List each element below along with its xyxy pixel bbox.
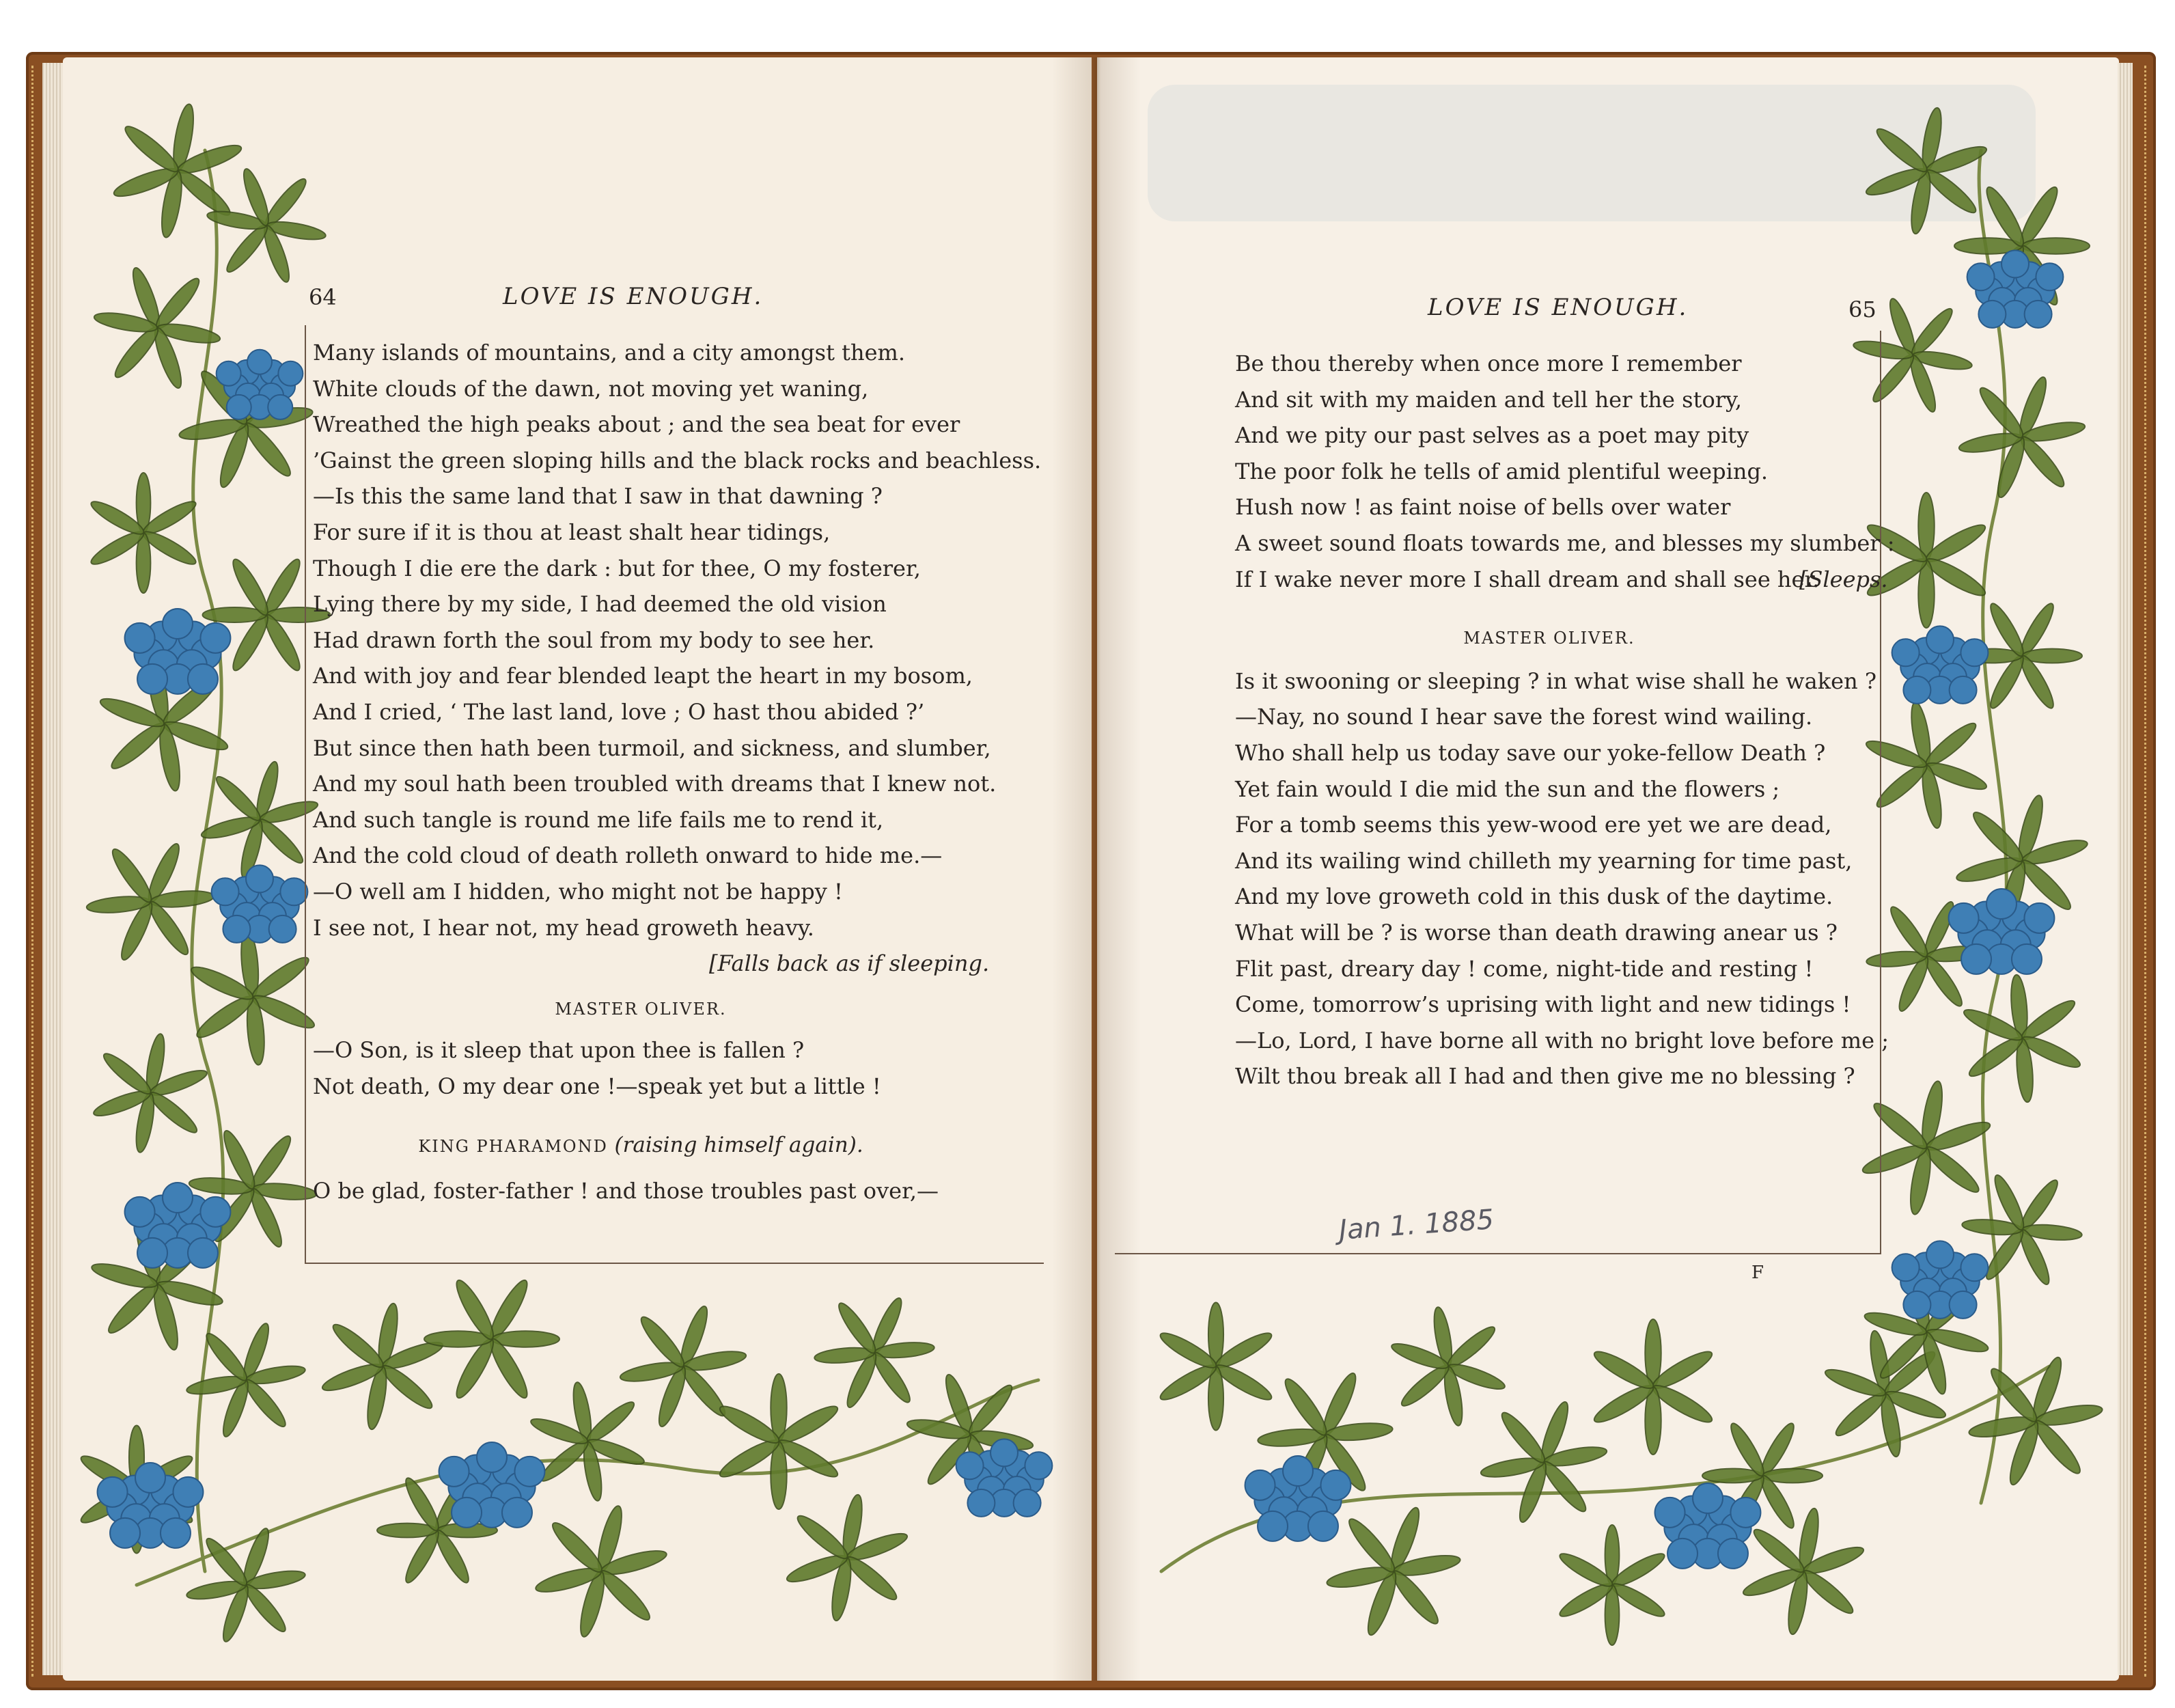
leaf-cluster bbox=[88, 473, 199, 593]
verse-line: —Nay, no sound I hear save the forest wind wailing. bbox=[1235, 704, 1813, 730]
berry-cluster bbox=[439, 1442, 545, 1528]
leaf-cluster bbox=[184, 924, 321, 1070]
berry-cluster bbox=[212, 865, 308, 943]
speaker-2-lines bbox=[313, 1173, 1041, 1209]
stage-direction-right: [Sleeps. bbox=[1799, 566, 1888, 592]
verse-line: Wilt thou break all I had and then give me no blessing ? bbox=[1235, 1063, 1855, 1090]
speaker-heading-left-2 bbox=[313, 1127, 969, 1165]
berry-cluster bbox=[1949, 889, 2055, 974]
leaf-cluster bbox=[523, 1490, 679, 1653]
speaker-heading-left-1: MASTER OLIVER. bbox=[555, 999, 727, 1019]
verse-line: If I wake never more I shall dream and shall see her. bbox=[1235, 566, 1820, 592]
verse-line: I see not, I hear not, my head groweth heavy. bbox=[313, 914, 814, 941]
leaf-cluster bbox=[1945, 357, 2100, 518]
speaker-lines-right bbox=[1235, 663, 1895, 1094]
verse-line: —Lo, Lord, I have borne all with no bright love before me ; bbox=[1235, 1027, 1889, 1053]
right-verse-lines bbox=[1235, 346, 1895, 597]
verse-line: Lying there by my side, I had deemed the old vision bbox=[313, 591, 887, 618]
verse-line: What will be ? is worse than death drawing anear us ? bbox=[1235, 919, 1838, 946]
verse-line: Be thou thereby when once more I remember bbox=[1235, 350, 1742, 376]
leaf-cluster bbox=[314, 1293, 452, 1440]
leaf-cluster bbox=[1590, 1319, 1715, 1455]
verse-line: —Is this the same land that I saw in that dawning ? bbox=[313, 483, 883, 510]
leaf-cluster bbox=[716, 1374, 841, 1509]
verse-line: Had drawn forth the soul from my body to see her. bbox=[313, 626, 875, 653]
verse-line: Though I die ere the dark : but for thee, O my fosterer, bbox=[313, 555, 921, 581]
leaf-cluster bbox=[799, 1275, 950, 1431]
left-verse-lines bbox=[313, 335, 1041, 946]
verse-line: But since then hath been turmoil, and sickness, and slumber, bbox=[313, 734, 991, 761]
leaf-cluster bbox=[523, 1373, 653, 1511]
leaf-cluster bbox=[778, 1485, 917, 1631]
running-head-left: LOVE IS ENOUGH. bbox=[503, 283, 764, 310]
page-number-left: 64 bbox=[309, 284, 337, 310]
verse-line: And with joy and fear blended leapt the heart in my bosom, bbox=[313, 663, 973, 689]
verse-line: And the cold cloud of death rolleth onward to hide me.— bbox=[313, 842, 943, 869]
stage-direction-left: [Falls back as if sleeping. bbox=[709, 950, 990, 977]
running-head-right: LOVE IS ENOUGH. bbox=[1428, 294, 1689, 321]
verse-line: And we pity our past selves as a poet may pity bbox=[1235, 422, 1749, 449]
verse-line: And my love groweth cold in this dusk of the daytime. bbox=[1235, 883, 1833, 910]
verse-line: Not death, O my dear one !—speak yet but a little ! bbox=[313, 1073, 881, 1099]
verse-line: Who shall help us today save our yoke-fellow Death ? bbox=[1235, 739, 1826, 766]
verse-line: And my soul hath been troubled with dreams that I knew not. bbox=[313, 771, 997, 797]
speaker-1-lines bbox=[313, 1032, 1041, 1104]
leaf-cluster bbox=[1467, 1382, 1622, 1543]
verse-line: For sure if it is thou at least shalt hear tidings, bbox=[313, 519, 831, 545]
speaker-name: KING PHARAMOND bbox=[418, 1137, 608, 1157]
verse-line: White clouds of the dawn, not moving yet waning, bbox=[313, 375, 869, 402]
leaf-cluster bbox=[85, 1024, 216, 1162]
verse-line: And such tangle is round me life fails me to rend it, bbox=[313, 806, 884, 833]
verse-line: Flit past, dreary day ! come, night-tide and resting ! bbox=[1235, 955, 1814, 982]
berry-cluster bbox=[1967, 250, 2064, 328]
berry-cluster bbox=[1892, 1241, 1989, 1319]
berry-cluster bbox=[217, 350, 303, 419]
berry-cluster bbox=[1245, 1456, 1351, 1541]
speaker-direction: (raising himself again). bbox=[614, 1133, 863, 1158]
verse-line: A sweet sound floats towards me, and blesses my slumber : bbox=[1235, 529, 1895, 556]
verse-line: —O Son, is it sleep that upon thee is fallen ? bbox=[313, 1037, 805, 1064]
verse-line: O be glad, foster-father ! and those troubles past over,— bbox=[313, 1178, 939, 1204]
signature-mark: F bbox=[1751, 1263, 1764, 1283]
speaker-heading-right: MASTER OLIVER. bbox=[1463, 629, 1635, 648]
verse-line: Is it swooning or sleeping ? in what wise shall he waken ? bbox=[1235, 667, 1877, 694]
verse-line: And sit with my maiden and tell her the story, bbox=[1235, 386, 1742, 413]
berry-cluster bbox=[1892, 626, 1989, 704]
berry-cluster bbox=[125, 1183, 231, 1268]
verse-line: Hush now ! as faint noise of bells over water bbox=[1235, 494, 1731, 521]
leaf-cluster bbox=[1557, 1525, 1668, 1645]
leaf-cluster bbox=[1857, 98, 1996, 244]
leaf-cluster bbox=[1383, 1297, 1514, 1435]
verse-line: For a tomb seems this yew-wood ere yet we are dead, bbox=[1235, 812, 1832, 838]
verse-line: Come, tomorrow’s uprising with light and new tidings ! bbox=[1235, 991, 1851, 1018]
verse-line: ’Gainst the green sloping hills and the black rocks and beachless. bbox=[313, 447, 1042, 473]
verse-line: The poor folk he tells of amid plentiful weeping. bbox=[1235, 458, 1769, 484]
verse-line: —O well am I hidden, who might not be happy ! bbox=[313, 878, 843, 905]
leaf-cluster bbox=[1954, 1336, 2118, 1506]
page-number-right: 65 bbox=[1848, 297, 1876, 322]
leaf-cluster bbox=[173, 1304, 318, 1455]
verse-line: And I cried, ‘ The last land, love ; O hast thou abided ?’ bbox=[313, 698, 925, 725]
leaf-cluster bbox=[173, 1509, 318, 1660]
verse-line: And its wailing wind chilleth my yearning for time past, bbox=[1235, 847, 1853, 874]
left-verse-block bbox=[313, 335, 1041, 1209]
right-verse-block bbox=[1235, 346, 1895, 1094]
handwritten-inscription: Jan 1. 1885 bbox=[1338, 1204, 1495, 1246]
leaf-cluster bbox=[70, 819, 231, 985]
verse-line: Yet fain would I die mid the sun and the flowers ; bbox=[1235, 775, 1780, 802]
leaf-cluster bbox=[1958, 969, 2087, 1107]
verse-line: Many islands of mountains, and a city amongst them. bbox=[313, 340, 906, 366]
leaf-cluster bbox=[1157, 1303, 1275, 1431]
verse-line: Wreathed the high peaks about ; and the sea beat for ever bbox=[313, 411, 960, 438]
